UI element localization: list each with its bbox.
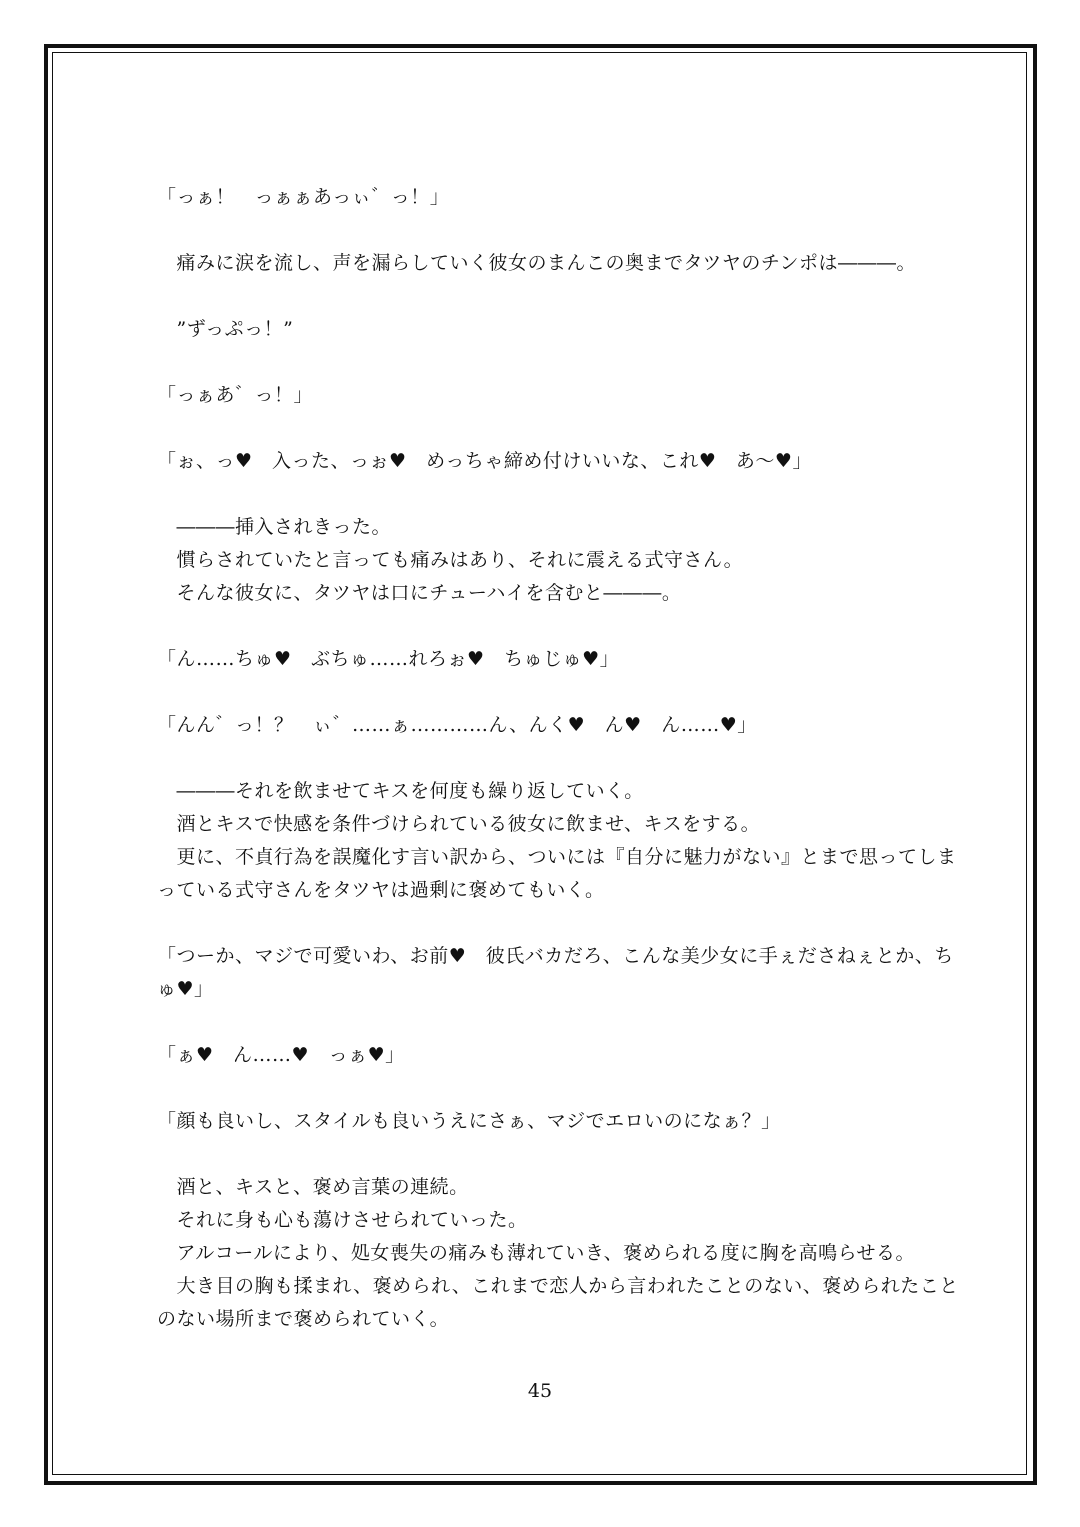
text-line: アルコールにより、処女喪失の痛みも薄れていき、褒められる度に胸を高鳴らせる。 [157,1242,916,1264]
blank-line [157,1072,937,1105]
blank-line [157,214,937,247]
text-line: 酒と、キスと、褒め言葉の連続。 [157,1176,469,1198]
text-line: 「つーか、マジで可愛いわ、お前♥ 彼氏バカだろ、こんな美少女に手ぇださねぇとか、ち [157,945,954,967]
text-line: 「顔も良いし、スタイルも良いうえにさぁ、マジでエロいのになぁ？」 [157,1110,781,1132]
text-line: 「っぁ！ っぁぁあっぃ゛っ！」 [157,186,450,208]
text-line: 酒とキスで快感を条件づけられている彼女に飲ませ、キスをする。 [157,813,761,835]
blank-line [157,676,937,709]
blank-line [157,907,937,940]
blank-line [157,1138,937,1171]
text-line: 「ん……ちゅ♥ ぶちゅ……れろぉ♥ ちゅじゅ♥」 [157,648,620,670]
blank-line [157,478,937,511]
page-number: 45 [527,1380,553,1402]
blank-line [157,742,937,775]
text-line: 痛みに涙を流し、声を漏らしていく彼女のまんこの奥までタツヤのチンポは―――。 [157,252,916,274]
text-line: それに身も心も蕩けさせられていった。 [157,1209,528,1231]
text-line: 更に、不貞行為を誤魔化す言い訳から、ついには『自分に魅力がない』とまで思ってしま [157,846,957,868]
blank-line [157,280,937,313]
text-line: 「ぁ♥ ん……♥ っぁ♥」 [157,1044,405,1066]
blank-line [157,610,937,643]
text-body [157,181,959,1336]
text-line: ゅ♥」 [157,978,214,1000]
text-line: 大き目の胸も揉まれ、褒められ、これまで恋人から言われたことのない、褒められたこと [157,1275,959,1297]
blank-line [157,346,937,379]
blank-line [157,1006,937,1039]
text-line: っている式守さんをタツヤは過剰に褒めてもいく。 [157,879,605,901]
text-line: 「んん゛っ！？ ぃ゛……ぁ…………ん、んく♥ ん♥ ん……♥」 [157,714,757,736]
text-line: ―――挿入されきった。 [157,516,392,538]
text-line: 慣らされていたと言っても痛みはあり、それに震える式守さん。 [157,549,744,571]
blank-line [157,412,937,445]
text-line: ―――それを飲ませてキスを何度も繰り返していく。 [157,780,644,802]
text-line: 「っぁあ゛っ！」 [157,384,314,406]
text-line: 「ぉ、っ♥ 入った、っぉ♥ めっちゃ締め付けいいな、これ♥ あ〜♥」 [157,450,812,472]
text-line: そんな彼女に、タツヤは口にチューハイを含むと―――。 [157,582,682,604]
text-line: のない場所まで褒められていく。 [157,1308,450,1330]
text-line: ”ずっぷっ！” [157,318,294,340]
